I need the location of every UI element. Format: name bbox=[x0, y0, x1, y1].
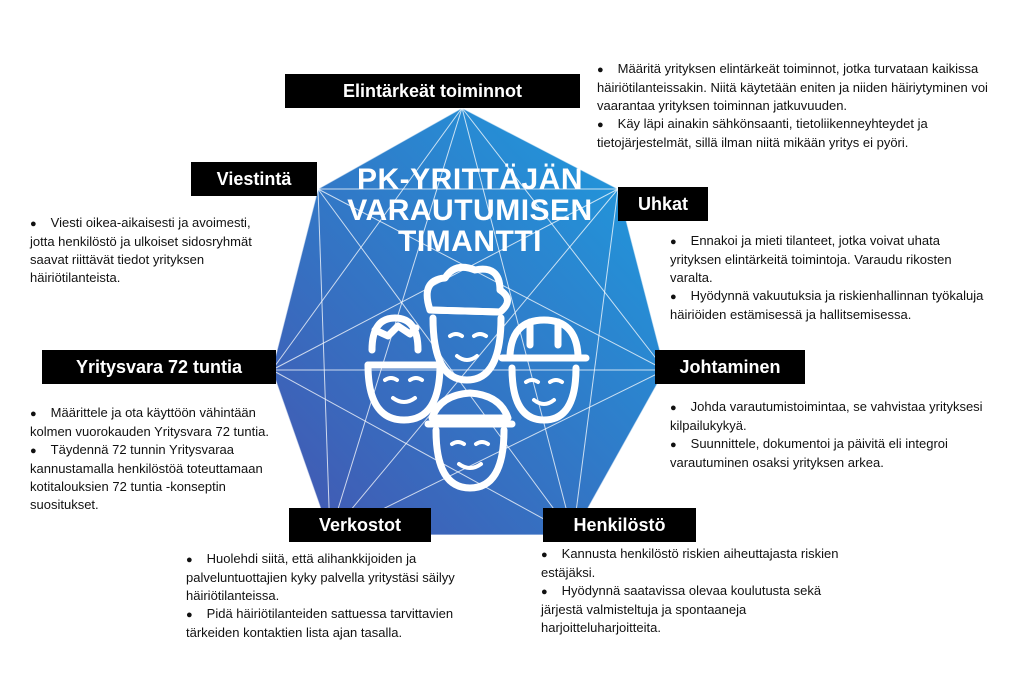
label-uhkat: Uhkat bbox=[618, 187, 708, 221]
label-yritysvara: Yritysvara 72 tuntia bbox=[42, 350, 276, 384]
title-line-1: PK-YRITTÄJÄN bbox=[356, 163, 583, 196]
label-johtaminen: Johtaminen bbox=[655, 350, 805, 384]
bullet-elintarkeat-2: ● Käy läpi ainakin sähkönsaanti, tietoliikenneyhteydet ja tietojärjestelmät, sillä ilman niitä mikään yritys ei pyöri. bbox=[597, 115, 997, 152]
bullet-henkilosto-1: ● Kannusta henkilöstö riskien aiheuttajasta riskien estäjäksi. bbox=[541, 545, 861, 582]
bullet-elintarkeat-1: ● Määritä yrityksen elintärkeät toiminnot, jotka turvataan kaikissa häiriötilanteissakin. Niitä käytetään eniten ja niiden häiriytyminen voi vaarantaa yrityksen toiminnan jatkuvuuden. bbox=[597, 60, 997, 115]
title-line-2: VARAUTUMISEN bbox=[347, 194, 593, 227]
bullets-verkostot bbox=[186, 550, 506, 642]
label-henkilosto: Henkilöstö bbox=[543, 508, 696, 542]
bullet-viestinta-1: ● Viesti oikea-aikaisesti ja avoimesti, jotta henkilöstö ja ulkoiset sidosryhmät saavat riittävät tiedot yrityksen häiriötilanteista. bbox=[30, 214, 262, 287]
label-elintarkeat: Elintärkeät toiminnot bbox=[285, 74, 580, 108]
title-line-3: TIMANTTI bbox=[398, 225, 542, 258]
bullet-yritysvara-1: ● Määrittele ja ota käyttöön vähintään kolmen vuorokauden Yritysvara 72 tuntia. bbox=[30, 404, 280, 441]
bullet-yritysvara-2: ● Täydennä 72 tunnin Yritysvaraa kannustamalla henkilöstöä toteuttamaan kotitalouksien 72 tuntia -konseptin suositukset. bbox=[30, 441, 280, 514]
bullet-johtaminen-1: ● Johda varautumistoimintaa, se vahvistaa yrityksesi kilpailukykyä. bbox=[670, 398, 990, 435]
label-viestinta: Viestintä bbox=[191, 162, 317, 196]
bullet-henkilosto-2: ● Hyödynnä saatavissa olevaa koulutusta sekä järjestä valmisteltuja ja spontaaneja harjoitteluharjoitteita. bbox=[541, 582, 861, 637]
diagram-title bbox=[320, 164, 620, 257]
label-verkostot: Verkostot bbox=[289, 508, 431, 542]
bullet-verkostot-2: ● Pidä häiriötilanteiden sattuessa tarvittavien tärkeiden kontaktien lista ajan tasalla. bbox=[186, 605, 506, 642]
bullet-verkostot-1: ● Huolehdi siitä, että alihankkijoiden ja palveluntuottajien kyky palvella yritystäsi säilyy häiriötilanteissa. bbox=[186, 550, 506, 605]
bullets-elintarkeat bbox=[597, 60, 997, 152]
bullets-henkilosto bbox=[541, 545, 861, 637]
bullet-uhkat-1: ● Ennakoi ja mieti tilanteet, jotka voivat uhata yrityksen elintärkeitä toimintoja. Varaudu rikosten varalta. bbox=[670, 232, 990, 287]
bullets-uhkat bbox=[670, 232, 990, 324]
bullets-johtaminen bbox=[670, 398, 990, 472]
bullets-yritysvara bbox=[30, 404, 280, 514]
bullet-johtaminen-2: ● Suunnittele, dokumentoi ja päivitä eli integroi varautuminen osaksi yrityksen arkea. bbox=[670, 435, 990, 472]
bullet-uhkat-2: ● Hyödynnä vakuutuksia ja riskienhallinnan työkaluja häiriöiden estämisessä ja hallitsemisessa. bbox=[670, 287, 990, 324]
bullets-viestinta bbox=[30, 214, 262, 287]
